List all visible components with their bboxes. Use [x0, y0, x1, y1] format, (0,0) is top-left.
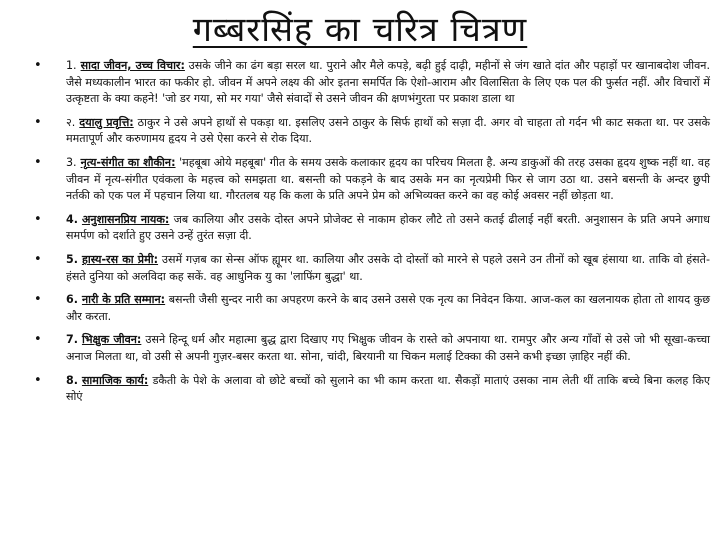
item-number: 3.	[66, 155, 77, 169]
item-text: उसने हिन्दू धर्म और महात्मा बुद्ध द्वारा दिखाए गए भिक्षुक जीवन के रास्ते को अपनाया था. रामपुर और अन्य गाँवों से उसे जो भी सूखा-कच्चा अनाज मिलता था, वो उसी से अपनी गुज़र-बसर करता था. सोना, चांदी, बिरयानी या चिकन मलाई टिक्का की उसने कभी इच्छा ज़ाहिर नहीं की.	[66, 333, 710, 363]
list-item	[0, 292, 710, 325]
item-heading: हास्य-रस का प्रेमी:	[81, 252, 159, 266]
bullet-icon: •	[34, 251, 42, 267]
item-heading: नृत्य-संगीत का शौकीन:	[80, 155, 176, 169]
bullet-icon: •	[34, 154, 42, 170]
list-item	[0, 115, 710, 148]
list-item	[0, 58, 710, 108]
item-heading: सामाजिक कार्य:	[81, 373, 149, 387]
item-number: 4.	[66, 212, 78, 226]
item-number: २.	[66, 115, 76, 129]
item-number: 7.	[66, 333, 78, 347]
bullet-icon: •	[34, 114, 42, 130]
item-number: 1.	[66, 59, 77, 72]
item-text: 'महबूबा ओये महबूबा' गीत के समय उसके कलाकार हृदय का परिचय मिलता है. अन्य डाकुओं की तरह उसका हृदय शुष्क नहीं था. वह जीवन में नृत्य-संगीत एवंकला के महत्त्व को समझता था. बसन्ती को पकड़ने के बाद उसके मन का नृत्यप्रेमी फिर से जाग उठा था. उसने बसन्ती के अन्दर छुपी नर्तकी को एक पल में पहचान लिया था. गौरतलब यह कि कला के प्रति अपने प्रेम को अभिव्यक्त करने का वह कोई अवसर नहीं छोड़ता था.	[66, 155, 710, 203]
list-item	[0, 212, 710, 245]
item-text: जब कालिया और उसके दोस्त अपने प्रोजेक्ट से नाकाम होकर लौटे तो उसने कतई ढीलाई नहीं बरती. अनुशासन के प्रति अपने अगाध समर्पण को दर्शाते हुए उसने उन्हें तुरंत सज़ा दी.	[66, 212, 710, 243]
item-heading: दयालु प्रवृत्ति:	[79, 115, 134, 129]
item-text: उसमें गज़ब का सेन्स ऑफ ह्यूमर था. कालिया और उसके दो दोस्तों को मारने से पहले उसने उन तीनों को खूब हंसाया था. ताकि वो हंसते-हंसते दुनिया को अलविदा कह सकें. वह आधुनिक यु का 'लाफिंग बुद्धा' था.	[66, 252, 711, 283]
list-item	[0, 332, 710, 365]
bullet-icon: •	[34, 372, 42, 388]
bullet-icon: •	[34, 292, 42, 308]
item-text: उसके जीने का ढंग बड़ा सरल था. पुराने और मैले कपड़े, बढ़ी हुई दाढ़ी, महीनों से जंग खाते दांत और पहाड़ों पर खानाबदोश जीवन. जैसे मध्यकालीन भारत का फकीर हो. जीवन में अपने लक्ष्य की ओर इतना समर्पित कि ऐशो-आराम और विलासिता के लिए एक पल की फुर्सत नहीं. और विचारों में उत्कृष्टता के क्या कहने! 'जो डर गया, सो मर गया' जैसे संवादों से उसने जीवन की क्षणभंगुरता पर प्रकाश डाला था	[66, 59, 710, 106]
list-item	[0, 252, 710, 285]
bullet-icon: •	[34, 211, 42, 227]
item-text: बसन्ती जैसी सुन्दर नारी का अपहरण करने के बाद उसने उससे एक नृत्य का निवेदन किया. आज-कल का खलनायक होता तो शायद कुछ और करता.	[66, 293, 710, 323]
item-heading: नारी के प्रति सम्मान:	[81, 293, 166, 307]
bullet-icon: •	[34, 332, 42, 348]
bullet-icon: •	[34, 58, 42, 73]
item-text: ठाकुर ने उसे अपने हाथों से पकड़ा था. इसलिए उसने ठाकुर के सिर्फ हाथों को सज़ा दी. अगर वो चाहता तो गर्दन भी काट सकता था. पर उसके ममतापूर्ण और करुणामय हृदय ने उसे ऐसा करने से रोक दिया.	[66, 115, 710, 146]
list-item	[0, 155, 710, 205]
item-heading: सादा जीवन, उच्च विचार:	[80, 59, 185, 72]
page-title: गब्बरसिंह का चरित्र चित्रण	[192, 10, 528, 50]
item-heading: अनुशासनप्रिय नायक:	[81, 212, 170, 226]
list-item	[0, 373, 710, 406]
item-text: डकैती के पेशे के अलावा वो छोटे बच्चों को सुलाने का भी काम करता था. सैकड़ों माताएं उसका नाम लेती थीं ताकि बच्चे बिना कलह किए सोएं	[66, 373, 710, 404]
item-number: 6.	[66, 293, 78, 307]
item-number: 8.	[66, 373, 78, 387]
item-heading: भिक्षुक जीवन:	[81, 333, 142, 347]
item-number: 5.	[66, 252, 78, 266]
points-list	[0, 58, 720, 406]
